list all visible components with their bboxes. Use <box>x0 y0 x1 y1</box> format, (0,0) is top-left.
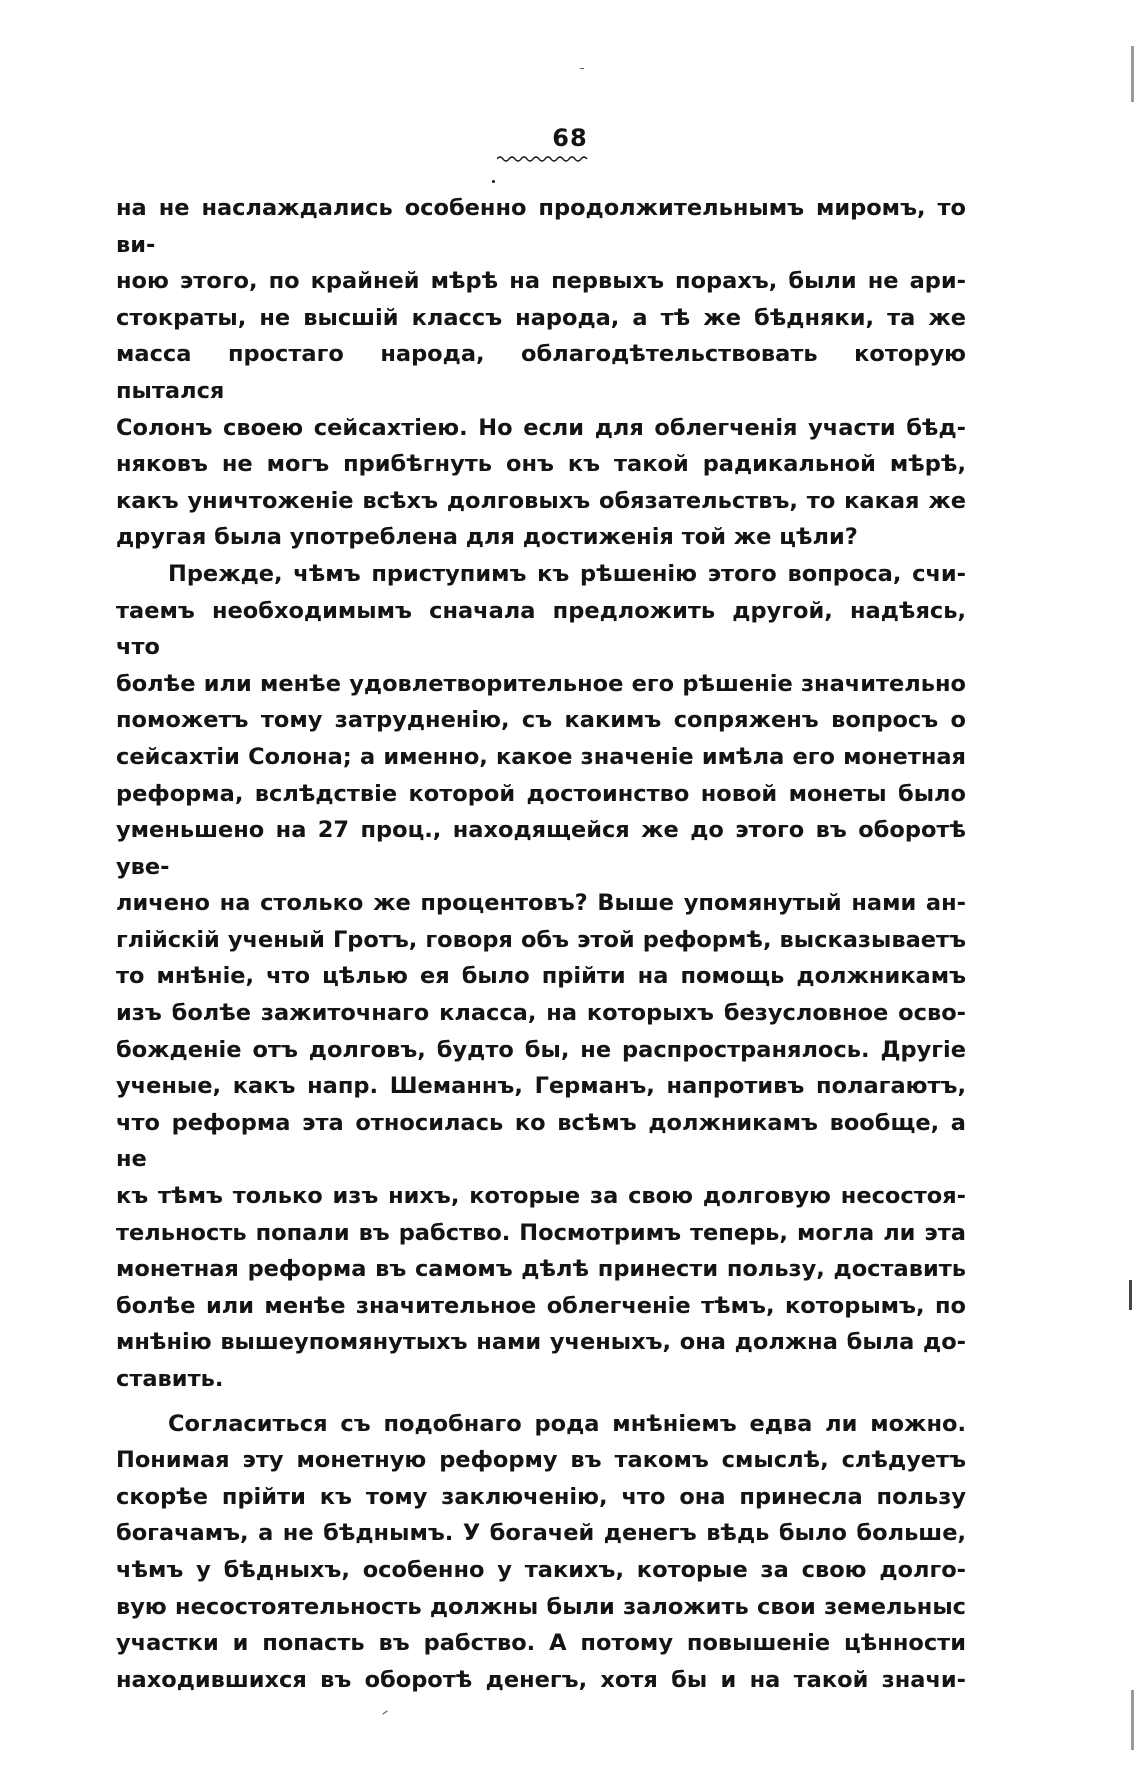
text-line: божденіе отъ долговъ, будто бы, не распространялось. Другіе <box>116 1036 966 1063</box>
text-line: таемъ необходимымъ сначала предложить другой, надѣясь, что <box>116 597 966 661</box>
text-line: монетная реформа въ самомъ дѣлѣ принести пользу, доставить <box>116 1256 966 1283</box>
text-line: болѣе или менѣе значительное облегченіе тѣмъ, которымъ, по <box>116 1292 966 1319</box>
text-line: чѣмъ у бѣдныхъ, особенно у такихъ, которые за свою долго- <box>116 1556 966 1583</box>
text-line: тельность попали въ рабство. Посмотримъ теперь, могла ли эта <box>116 1219 966 1246</box>
text-line: масса простаго народа, облагодѣтельствовать которую пытался <box>116 341 966 404</box>
text-line: вую несостоятельность должны были заложить свои земельныс <box>116 1593 966 1620</box>
text-line: на не наслаждались особенно продолжительнымъ миромъ, то ви- <box>116 195 966 258</box>
scan-edge-mark <box>1131 1690 1134 1750</box>
text-line: поможетъ тому затрудненію, съ какимъ сопряженъ вопросъ о <box>116 707 966 734</box>
text-line: личено на столько же процентовъ? Выше упомянутый нами ан- <box>116 890 966 917</box>
text-line: какъ уничтоженіе всѣхъ долговыхъ обязательствъ, то какая же <box>116 487 966 514</box>
scan-speck <box>580 68 584 69</box>
text-line: уменьшено на 27 проц., находящейся же до этого въ оборотѣ уве- <box>116 817 966 880</box>
text-line: глійскій ученый Гротъ, говоря объ этой реформѣ, высказываетъ <box>116 926 966 953</box>
text-line: то мнѣніе, что цѣлью ея было прійти на помощь должникамъ <box>116 963 966 990</box>
text-line: другая была употреблена для достиженія той же цѣли? <box>116 524 858 551</box>
text-line: что реформа эта относилась ко всѣмъ должникамъ вообще, а не <box>116 1109 966 1173</box>
text-line: стократы, не высшій классъ народа, а тѣ же бѣдняки, та же <box>116 304 966 331</box>
scan-edge-mark <box>1131 46 1134 102</box>
text-line: ставить. <box>116 1366 224 1392</box>
text-line: реформа, вслѣдствіе которой достоинство новой монеты было <box>116 780 966 807</box>
text-line: ученые, какъ напр. Шеманнъ, Германъ, напротивъ полагаютъ, <box>116 1073 966 1100</box>
text-line: Солонъ своею сейсахтіею. Но если для облегченія участи бѣд- <box>116 414 966 441</box>
scan-speck <box>382 1710 387 1714</box>
text-line: Понимая эту монетную реформу въ такомъ смыслѣ, слѣдуетъ <box>116 1447 966 1474</box>
text-line: Согласиться съ подобнаго рода мнѣніемъ едва ли можно. <box>168 1410 966 1437</box>
scan-speck <box>492 180 495 183</box>
text-line: болѣе или менѣе удовлетворительное его рѣшеніе значительно <box>116 670 966 697</box>
scan-edge-mark <box>1129 1280 1132 1310</box>
text-line: изъ болѣе зажиточнаго класса, на которыхъ безусловное осво- <box>116 1000 966 1027</box>
text-line: мнѣнію вышеупомянутыхъ нами ученыхъ, она должна была до- <box>116 1329 966 1356</box>
text-line: къ тѣмъ только изъ нихъ, которые за свою долговую несостоя- <box>116 1183 966 1210</box>
text-line: богачамъ, а не бѣднымъ. У богачей денегъ вѣдь было больше, <box>116 1520 966 1547</box>
text-body <box>116 190 966 1698</box>
text-line: ною этого, по крайней мѣрѣ на первыхъ порахъ, были не ари- <box>116 268 966 295</box>
text-line: Прежде, чѣмъ приступимъ къ рѣшенію этого вопроса, счи- <box>168 560 966 587</box>
text-line: находившихся въ оборотѣ денегъ, хотя бы и на такой значи- <box>116 1666 966 1693</box>
text-line: участки и попасть въ рабство. А потому повышеніе цѣнности <box>116 1630 966 1657</box>
text-line: няковъ не могъ прибѣгнуть онъ къ такой радикальной мѣрѣ, <box>116 451 966 478</box>
page-number: 68 <box>552 124 588 152</box>
text-line: скорѣе прійти къ тому заключенію, что она принесла пользу <box>116 1483 966 1510</box>
text-line: сейсахтіи Солона; а именно, какое значеніе имѣла его монетная <box>116 743 966 770</box>
page-number-ornament <box>497 154 589 164</box>
